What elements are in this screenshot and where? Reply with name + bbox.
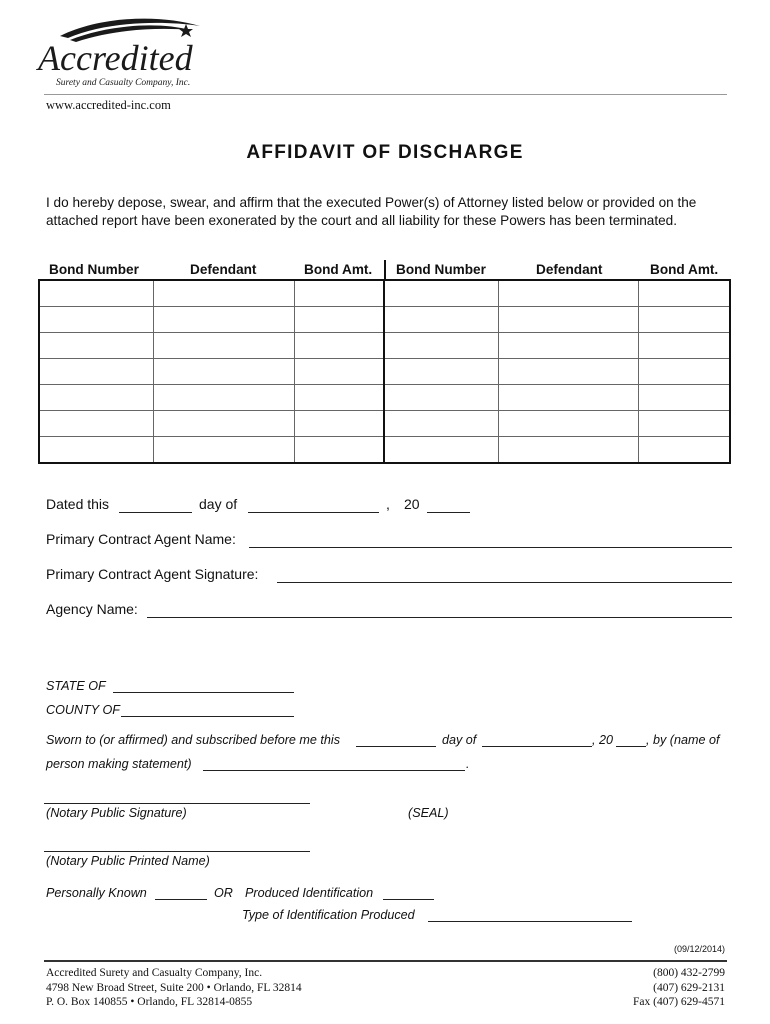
footer-phone-1: (800) 432-2799 — [653, 967, 725, 979]
notary-signature-line[interactable] — [44, 803, 310, 804]
table-row — [39, 307, 730, 333]
dated-year-field[interactable] — [427, 512, 470, 513]
intro-line-2: attached report have been exonerated by the court and all liability for these Powers has been terminated. — [46, 213, 677, 228]
intro-text — [46, 194, 736, 230]
table-cell[interactable] — [638, 280, 730, 307]
table-cell[interactable] — [154, 307, 295, 333]
table-cell[interactable] — [499, 437, 639, 464]
table-row — [39, 359, 730, 385]
col-header-bond-amt-1: Bond Amt. — [304, 262, 373, 277]
col-header-bond-number-2: Bond Number — [396, 262, 486, 277]
table-cell[interactable] — [39, 280, 154, 307]
table-cell[interactable] — [499, 280, 639, 307]
footer-rule — [44, 960, 727, 962]
table-cell[interactable] — [154, 280, 295, 307]
footer-address — [46, 966, 302, 1010]
county-of-field[interactable] — [121, 716, 294, 717]
table-cell[interactable] — [39, 359, 154, 385]
table-cell[interactable] — [499, 411, 639, 437]
table-row — [39, 280, 730, 307]
person-making-field[interactable] — [203, 770, 465, 771]
table-cell[interactable] — [499, 385, 639, 411]
table-cell[interactable] — [154, 385, 295, 411]
intro-line-1: I do hereby depose, swear, and affirm that the executed Power(s) of Attorney listed below or provided on the — [46, 195, 697, 210]
table-cell[interactable] — [499, 359, 639, 385]
agent-name-label: Primary Contract Agent Name: — [46, 531, 236, 547]
table-cell[interactable] — [499, 307, 639, 333]
col-header-defendant-1: Defendant — [190, 262, 257, 277]
county-of-label: COUNTY OF — [46, 703, 120, 717]
table-cell[interactable] — [384, 437, 499, 464]
website: www.accredited-inc.com — [46, 98, 171, 112]
agent-signature-field[interactable] — [277, 582, 732, 583]
table-cell[interactable] — [154, 437, 295, 464]
sworn-year-field[interactable] — [616, 746, 646, 747]
dated-month-field[interactable] — [248, 512, 379, 513]
table-cell[interactable] — [294, 333, 384, 359]
table-cell[interactable] — [39, 385, 154, 411]
logo-subtitle: Surety and Casualty Company, Inc. — [56, 78, 191, 88]
revision-date: (09/12/2014) — [673, 944, 725, 954]
sworn-by-label: , by (name of — [646, 733, 720, 747]
header-rule — [44, 94, 727, 95]
header-divider — [384, 260, 386, 280]
agent-name-field[interactable] — [249, 547, 732, 548]
table-cell[interactable] — [154, 359, 295, 385]
comma: , — [386, 496, 390, 512]
table-cell[interactable] — [638, 411, 730, 437]
state-of-label: STATE OF — [46, 679, 106, 693]
table-cell[interactable] — [384, 280, 499, 307]
table-cell[interactable] — [384, 385, 499, 411]
page-title: AFFIDAVIT OF DISCHARGE — [246, 142, 524, 163]
table-cell[interactable] — [638, 307, 730, 333]
produced-id-label: Produced Identification — [245, 886, 374, 900]
personally-known-field[interactable] — [155, 899, 207, 900]
table-cell[interactable] — [294, 385, 384, 411]
agent-signature-label: Primary Contract Agent Signature: — [46, 566, 259, 582]
sworn-year-prefix: , 20 — [592, 733, 614, 747]
agency-name-label: Agency Name: — [46, 601, 138, 617]
produced-id-field[interactable] — [383, 899, 434, 900]
footer-phone-2: (407) 629-2131 — [653, 981, 725, 994]
col-header-bond-number-1: Bond Number — [49, 262, 139, 277]
table-cell[interactable] — [384, 359, 499, 385]
dated-day-field[interactable] — [119, 512, 192, 513]
table-row — [39, 411, 730, 437]
personally-known-label: Personally Known — [46, 886, 147, 900]
notary-signature-label: (Notary Public Signature) — [46, 806, 187, 820]
footer-address-line-1: 4798 New Broad Street, Suite 200 • Orlando, FL 32814 — [46, 981, 302, 994]
seal-label: (SEAL) — [408, 806, 449, 820]
footer-address-line-2: P. O. Box 140855 • Orlando, FL 32814-0855 — [46, 996, 253, 1008]
sworn-day-of-label: day of — [442, 733, 477, 747]
table-cell[interactable] — [294, 280, 384, 307]
notary-printed-name-label: (Notary Public Printed Name) — [46, 854, 210, 868]
table-cell[interactable] — [638, 359, 730, 385]
bond-table — [38, 279, 731, 464]
agency-name-field[interactable] — [147, 617, 732, 618]
col-header-defendant-2: Defendant — [536, 262, 603, 277]
state-of-field[interactable] — [113, 692, 294, 693]
table-cell[interactable] — [294, 359, 384, 385]
logo-wordmark: Accredited — [38, 38, 193, 78]
footer-fax: Fax (407) 629-4571 — [633, 996, 725, 1008]
table-cell[interactable] — [384, 411, 499, 437]
person-making-label: person making statement) — [46, 757, 192, 771]
type-of-id-label: Type of Identification Produced — [242, 908, 415, 922]
footer-company: Accredited Surety and Casualty Company, Inc. — [46, 967, 263, 979]
table-cell[interactable] — [384, 333, 499, 359]
table-cell[interactable] — [638, 437, 730, 464]
table-cell[interactable] — [384, 307, 499, 333]
sworn-day-field[interactable] — [356, 746, 436, 747]
sworn-month-field[interactable] — [482, 746, 592, 747]
sworn-text: Sworn to (or affirmed) and subscribed before me this — [46, 733, 340, 747]
type-of-id-field[interactable] — [428, 921, 632, 922]
table-cell[interactable] — [39, 307, 154, 333]
table-cell[interactable] — [294, 307, 384, 333]
table-row — [39, 437, 730, 464]
notary-printed-name-line[interactable] — [44, 851, 310, 852]
table-cell[interactable] — [154, 411, 295, 437]
accredited-logo — [30, 10, 230, 90]
table-cell[interactable] — [294, 437, 384, 464]
table-cell[interactable] — [499, 333, 639, 359]
table-cell[interactable] — [39, 437, 154, 464]
footer-contacts — [633, 966, 725, 1010]
table-row — [39, 385, 730, 411]
table-cell[interactable] — [39, 411, 154, 437]
person-making-period: . — [466, 757, 470, 771]
table-cell[interactable] — [154, 333, 295, 359]
table-cell[interactable] — [638, 385, 730, 411]
year-prefix-label: 20 — [404, 496, 420, 512]
col-header-bond-amt-2: Bond Amt. — [650, 262, 719, 277]
table-cell[interactable] — [638, 333, 730, 359]
or-label: OR — [214, 886, 233, 900]
table-row — [39, 333, 730, 359]
day-of-label: day of — [199, 496, 238, 512]
table-cell[interactable] — [294, 411, 384, 437]
table-cell[interactable] — [39, 333, 154, 359]
dated-this-label: Dated this — [46, 496, 110, 512]
